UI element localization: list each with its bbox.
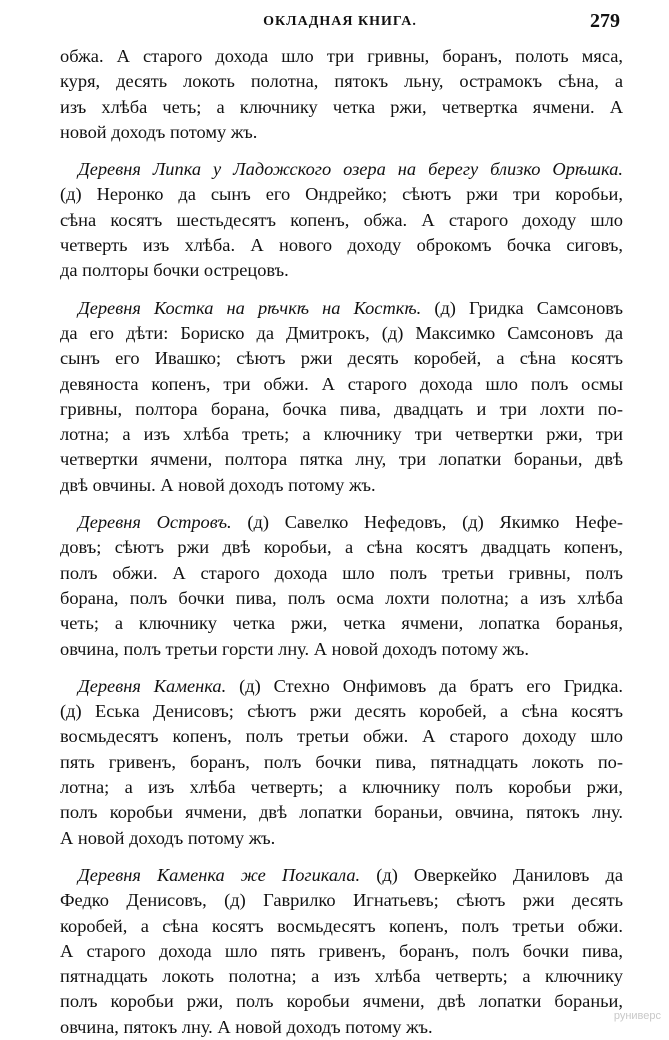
text-line bbox=[60, 372, 623, 397]
text-line bbox=[60, 775, 623, 800]
line-text: коробей, а сѣна косятъ восмьдесятъ копенъ, полъ третьи обжи. bbox=[60, 915, 623, 936]
text-line bbox=[60, 258, 623, 283]
paragraph bbox=[60, 157, 623, 283]
text-line bbox=[60, 397, 623, 422]
page-number: 279 bbox=[590, 10, 620, 32]
line-text: четвертки ячмени, полтора пятка лну, три лопатки бораньи, двѣ bbox=[60, 449, 623, 470]
text-line bbox=[60, 535, 623, 560]
line-text: довъ; сѣютъ ржи двѣ коробьи, а сѣна косятъ двадцать копенъ, bbox=[60, 537, 623, 558]
village-heading: Деревня Каменка. bbox=[78, 675, 227, 696]
line-text: куря, десять локоть полотна, пятокъ льну, острамокъ сѣна, а bbox=[60, 71, 623, 92]
text-line bbox=[60, 473, 623, 498]
line-text: да полторы бочки острецовъ. bbox=[60, 260, 289, 281]
running-title: ОКЛАДНАЯ КНИГА. bbox=[263, 14, 417, 29]
line-text: сѣна косятъ шестьдесятъ копенъ, обжа. А старого доходу шло bbox=[60, 209, 623, 230]
text-line bbox=[60, 69, 623, 94]
line-text: Федко Денисовъ, (д) Гаврилко Игнатьевъ; сѣютъ ржи десять bbox=[60, 890, 623, 911]
line-text: А старого дохода шло пять гривенъ, боранъ, полъ бочки пива, bbox=[60, 940, 623, 961]
text-line bbox=[60, 120, 623, 145]
text-line bbox=[60, 914, 623, 939]
line-text: четь; а ключнику четка ржи, четка ячмени, лопатка боранья, bbox=[60, 613, 623, 634]
text-line bbox=[60, 888, 623, 913]
paragraph bbox=[60, 510, 623, 662]
line-text: четверть изъ хлѣба. А нового доходу оброкомъ бочка сиговъ, bbox=[60, 235, 623, 256]
text-line bbox=[60, 346, 623, 371]
text-line bbox=[60, 863, 623, 888]
line-text: (д) Оверкейко Даниловъ да bbox=[360, 864, 623, 885]
text-line bbox=[60, 182, 623, 207]
text-line bbox=[60, 750, 623, 775]
text-body bbox=[60, 44, 623, 1040]
village-heading: Деревня Островъ. bbox=[78, 512, 232, 533]
paragraph bbox=[60, 863, 623, 1040]
text-line bbox=[60, 826, 623, 851]
line-text: (д) Стехно Онфимовъ да братъ его Гридка. bbox=[226, 675, 624, 696]
line-text: лотна; а изъ хлѣба четверть; а ключнику полъ коробьи ржи, bbox=[60, 777, 623, 798]
line-text: пятнадцать локоть полотна; а изъ хлѣба четверть; а ключнику bbox=[60, 966, 623, 987]
text-line bbox=[60, 296, 623, 321]
line-text: полъ коробьи ржи, полъ коробьи ячмени, двѣ лопатки бораньи, bbox=[60, 991, 623, 1012]
line-text: (д) Еська Денисовъ; сѣютъ ржи десять коробей, а сѣна косятъ bbox=[60, 701, 623, 722]
paragraph bbox=[60, 296, 623, 498]
line-text: девяноста копенъ, три обжи. А старого дохода шло полъ осмы bbox=[60, 373, 623, 394]
paragraph bbox=[60, 44, 623, 145]
line-text: гривны, полтора борана, бочка пива, двадцать и три лохти по- bbox=[60, 398, 623, 419]
text-line bbox=[60, 233, 623, 258]
line-text: лотна; а изъ хлѣба треть; а ключнику три четвертки ржи, три bbox=[60, 424, 623, 445]
text-line bbox=[60, 699, 623, 724]
line-text: полъ коробьи ячмени, двѣ лопатки бораньи, овчина, пятокъ лну. bbox=[60, 802, 623, 823]
line-text: овчина, пятокъ лну. А новой доходъ потому жъ. bbox=[60, 1016, 433, 1037]
line-text: полъ обжи. А старого дохода шло полъ третьи гривны, полъ bbox=[60, 562, 623, 583]
line-text: овчина, полъ третьи горсти лну. А новой доходъ потому жъ. bbox=[60, 638, 529, 659]
line-text: сынъ его Ивашко; сѣютъ ржи десять коробей, а сѣна косятъ bbox=[60, 348, 623, 369]
text-line bbox=[60, 208, 623, 233]
running-head bbox=[60, 10, 620, 40]
text-line bbox=[60, 1015, 623, 1040]
line-text: пять гривенъ, боранъ, полъ бочки пива, пятнадцать локоть по- bbox=[60, 751, 623, 772]
line-text: новой доходъ потому жъ. bbox=[60, 121, 258, 142]
line-text: (д) Савелко Нефедовъ, (д) Якимко Нефе- bbox=[231, 512, 623, 533]
text-line bbox=[60, 157, 623, 182]
village-heading: Деревня Липка у Ладожского озера на берегу близко Орѣшка. bbox=[78, 159, 623, 180]
line-text: изъ хлѣба четь; а ключнику четка ржи, четвертка ячмени. А bbox=[60, 96, 623, 117]
line-text: восмьдесятъ копенъ, полъ третьи обжи. А старого доходу шло bbox=[60, 726, 623, 747]
line-text: А новой доходъ потому жъ. bbox=[60, 827, 276, 848]
text-line bbox=[60, 510, 623, 535]
text-line bbox=[60, 44, 623, 69]
text-line bbox=[60, 611, 623, 636]
watermark: руниверс bbox=[613, 1010, 661, 1022]
text-line bbox=[60, 422, 623, 447]
text-line bbox=[60, 586, 623, 611]
line-text: борана, полъ бочки пива, полъ осма лохти полотна; а изъ хлѣба bbox=[60, 587, 623, 608]
paragraph bbox=[60, 674, 623, 851]
line-text: (д) Неронко да сынъ его Ондрейко; сѣютъ ржи три коробьи, bbox=[60, 184, 623, 205]
text-line bbox=[60, 939, 623, 964]
line-text: двѣ овчины. А новой доходъ потому жъ. bbox=[60, 474, 376, 495]
village-heading: Деревня Каменка же Погикала. bbox=[78, 864, 361, 885]
line-text: (д) Гридка Самсоновъ bbox=[421, 297, 623, 318]
text-line bbox=[60, 561, 623, 586]
line-text: да его дѣти: Бориско да Дмитрокъ, (д) Максимко Самсоновъ да bbox=[60, 322, 623, 343]
text-line bbox=[60, 964, 623, 989]
text-line bbox=[60, 637, 623, 662]
text-line bbox=[60, 724, 623, 749]
line-text: обжа. А старого дохода шло три гривны, боранъ, полоть мяса, bbox=[60, 46, 623, 66]
text-line bbox=[60, 674, 623, 699]
text-line bbox=[60, 447, 623, 472]
text-line bbox=[60, 321, 623, 346]
text-line bbox=[60, 95, 623, 120]
text-line bbox=[60, 800, 623, 825]
village-heading: Деревня Костка на рѣчкѣ на Косткѣ. bbox=[78, 297, 422, 318]
text-line bbox=[60, 989, 623, 1014]
